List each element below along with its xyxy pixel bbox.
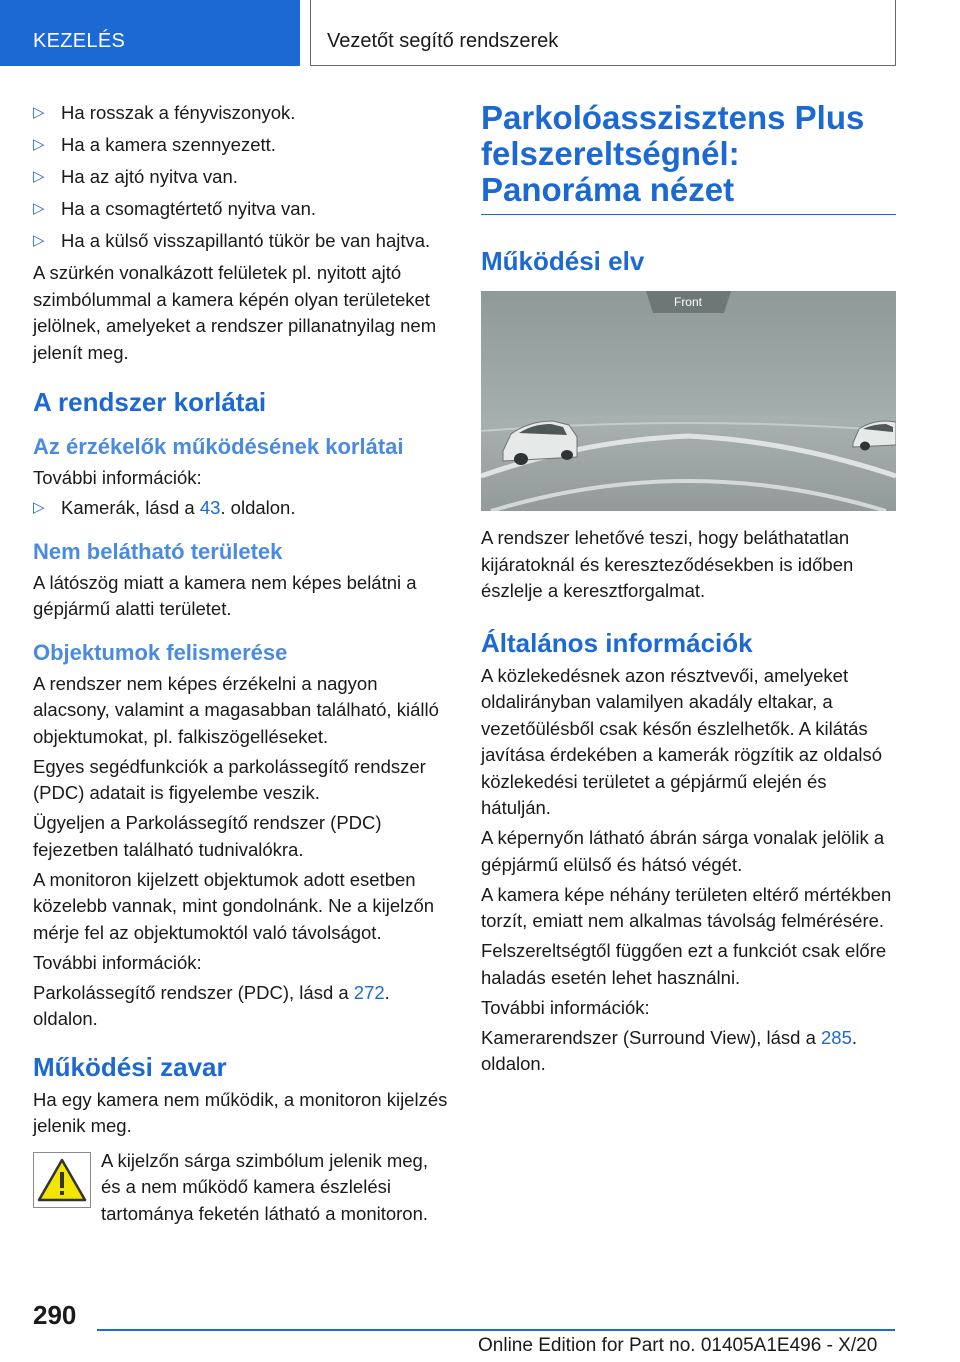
list-item: ▷ Ha a kamera szennyezett. [33,132,448,159]
footer-divider [97,1329,895,1331]
bullet-triangle-icon: ▷ [33,232,45,249]
list-item: ▷ Ha az ajtó nyitva van. [33,164,448,191]
left-column [33,100,448,1231]
warning-text: A kijelzőn sárga szimbólum jelenik meg, és a nem működő kamera észlelési tartománya feketén látható a monitoron. [101,1149,429,1224]
heading-object-detection: Objektumok felismerése [33,639,288,665]
heading-system-limits: A rendszer korlátai [33,387,267,417]
not-visible-paragraph: A látószög miatt a kamera nem képes belátni a gépjármű alatti területet. [33,571,417,619]
header-chapter-title: Vezetőt segítő rendszerek [327,30,559,52]
page-link-43[interactable]: 43 [199,497,221,518]
bullet-triangle-icon: ▷ [33,136,45,153]
pdc-reference: Parkolássegítő rendszer (PDC), lásd a 272. oldalon. [33,981,390,1029]
header-section-tab [0,0,300,66]
warning-note [33,1148,448,1228]
page-number: 290 [33,1300,77,1330]
general-paragraph-2: A képernyőn látható ábrán sárga vonalak jelölik a gépjármű elülső és hátsó végét. [481,827,885,875]
heading-operating-principle: Működési elv [481,246,645,276]
heading-malfunction: Működési zavar [33,1051,227,1082]
general-paragraph-1: A közlekedésnek azon résztvevői, amelyeket oldalirányban valamilyen akadály eltakar, a vezetőülésből csak későn észlelhetők. A kilátás javítása érdekében a kamerák rögzítik az oldalsó közlekedési területet a gépjármű elején és hátulján. [481,664,883,818]
general-paragraph-4: Felszereltségtől függően ezt a funkciót csak előre haladás esetén lehet használni. [481,940,887,988]
list-item: ▷ Ha a külső visszapillantó tükör be van hajtva. [33,228,448,255]
bullet-triangle-icon: ▷ [33,104,45,121]
principle-paragraph: A rendszer lehetővé teszi, hogy beláthatatlan kijáratoknál és kereszteződésekben is időben észlelje a keresztforgalmat. [481,527,854,601]
header-chapter-box [310,0,896,66]
more-info-label: További információk: [33,951,202,973]
conditions-list [33,100,448,255]
objects-paragraph-2: Egyes segédfunkciók a parkolássegítő rendszer (PDC) adatait is figyelembe veszik. [33,755,426,803]
objects-paragraph-4: A monitoron kijelzett objektumok adott esetben közelebb vannak, mint gondolnánk. Ne a kijelzőn mérje fel az objektumoktól való távolságot. [33,868,435,943]
list-item: ▷ Ha a csomagtértető nyitva van. [33,196,448,223]
bullet-triangle-icon: ▷ [33,168,45,185]
malfunction-paragraph: Ha egy kamera nem működik, a monitoron kijelzés jelenik meg. [33,1088,448,1136]
heading-panorama-view: Parkolóasszisztens Plus felszereltségnél: Panoráma nézet [481,100,896,215]
camera-system-reference: Kamerarendszer (Surround View), lásd a 285. oldalon. [481,1026,858,1074]
heading-general-info: Általános információk [481,627,753,658]
page-link-285[interactable]: 285 [821,1026,852,1048]
objects-paragraph-1: A rendszer nem képes érzékelni a nagyon alacsony, valamint a magasabban található, kiálló objektumokat, pl. falkiszögelléseket. [33,672,439,747]
header-section-title: KEZELÉS [33,30,126,52]
page-link-272[interactable]: 272 [353,981,385,1003]
list-item: ▷ Kamerák, lásd a 43. oldalon. [33,495,448,522]
grey-area-paragraph: A szürkén vonalkázott felületek pl. nyitott ajtó szimbólummal a kamera képén olyan területeket jelölnek, amelyeket a rendszer pillanatnyilag nem jelenít meg. [33,262,437,363]
more-info-label: További információk: [481,996,650,1018]
heading-not-visible-areas: Nem belátható területek [33,538,283,564]
edition-text: Online Edition for Part no. 01405A1E496 - X/20 [478,1335,878,1356]
heading-sensor-limits: Az érzékelők működésének korlátai [33,434,404,459]
warning-triangle-icon [33,1152,91,1208]
list-item: ▷ Ha rosszak a fényviszonyok. [33,100,448,127]
more-info-label: További információk: [33,467,202,488]
right-column [481,100,896,1081]
general-paragraph-3: A kamera képe néhány területen eltérő mértékben torzít, emiatt nem alkalmas távolság felmérésére. [481,883,892,931]
camera-ref-list [33,495,448,522]
photo-front-label: Front [673,295,703,309]
panorama-camera-image [481,291,896,511]
bullet-triangle-icon: ▷ [33,499,45,516]
bullet-triangle-icon: ▷ [33,200,45,217]
objects-paragraph-3: Ügyeljen a Parkolássegítő rendszer (PDC) fejezetben található tudnivalókra. [33,812,382,860]
